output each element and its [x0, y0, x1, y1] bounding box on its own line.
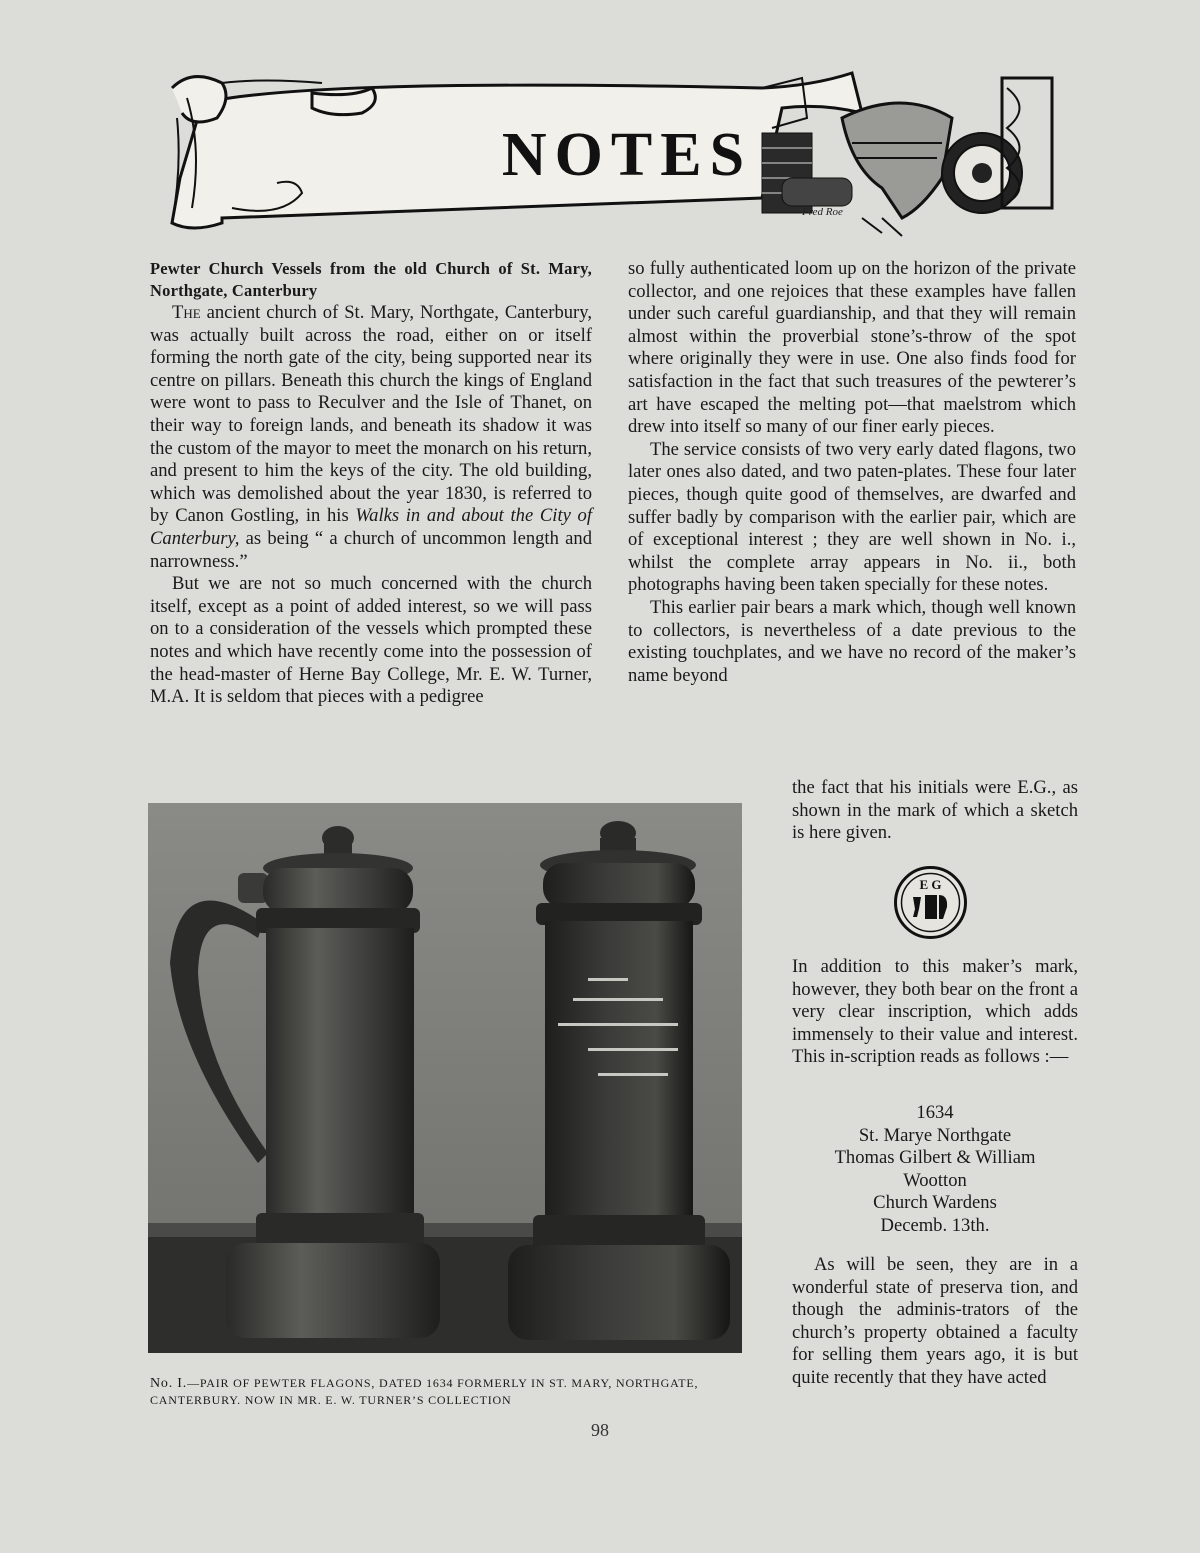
book-title: Walks in and about the City of Canterbury,: [150, 505, 592, 549]
notes-banner: [162, 58, 1062, 243]
caption-text: —PAIR OF PEWTER FLAGONS, DATED 1634 FORMERLY IN ST. MARY, NORTHGATE, CANTERBURY. NOW IN MR. E. W. TURNER’S COLLECTION: [150, 1376, 699, 1407]
caption-lead: No. I.: [150, 1376, 188, 1391]
left-paragraph-1: [150, 302, 592, 573]
drop-word: The: [172, 302, 201, 323]
inscription-line: Thomas Gilbert & William: [834, 1147, 1036, 1169]
page-title: NOTES: [501, 121, 753, 189]
inscription-line: 1634: [916, 1102, 954, 1123]
article-heading: Pewter Church Vessels from the old Church of St. Mary, Northgate, Canterbury: [150, 259, 592, 300]
page-number: 98: [591, 1420, 609, 1440]
inscription-block: [792, 1102, 1078, 1238]
inscription-line: Decemb. 13th.: [880, 1214, 990, 1236]
left-column: [150, 258, 592, 709]
right-paragraph-6: As will be seen, they are in a wonderful state of preserva tion, and though the adminis-trators of the church’s property obtained a faculty for selling them years ago, it is but quite recently that they have acted: [792, 1254, 1078, 1388]
maker-mark-letters: E G: [919, 877, 942, 892]
right-paragraph-3: This earlier pair bears a mark which, though well known to collectors, is nevertheless of a date previous to the existing touchplates, and we have no record of the maker’s name beyond: [628, 596, 1076, 686]
left-paragraph-2: But we are not so much concerned with the church itself, except as a point of added interest, so we will pass on to a consideration of the vessels which prompted these notes and which have recently come into the possession of the head-master of Herne Bay College, Mr. E. W. Turner, M.A. It is seldom that pieces with a pedigree: [150, 573, 592, 708]
right-column-top: [628, 258, 1076, 687]
flagons-photograph: [148, 803, 742, 1353]
photo-caption: [150, 1375, 740, 1409]
right-paragraph-4: the fact that his initials were E.G., as shown in the mark of which a sketch is here given.: [792, 777, 1078, 844]
right-paragraph-2: The service consists of two very early dated flagons, two later ones also dated, and two paten-plates. These four later pieces, though quite good of themselves, are dwarfed and suffer badly by comparison with the earlier pair, which are of exceptional interest ; they are well shown in No. i., whilst the complete array appears in No. ii., both photographs having been taken specially for these notes.: [628, 438, 1076, 596]
inscription-line: Wootton: [903, 1169, 967, 1191]
right-paragraph-1: so fully authenticated loom up on the horizon of the private collector, and one rejoices that these examples have fallen under such careful guardianship, and that they will remain almost within the proverbial stone’s-throw of the spot where originally they were in use. One also finds food for satisfaction in the fact that such treasures of the pewterer’s art have escaped the melting pot—that maelstrom which drew into itself so many of our finer early pieces.: [628, 258, 1076, 438]
right-column-end: [792, 1254, 1078, 1390]
left-paragraph-1-text-a: ancient church of St. Mary, Northgate, Canterbury, was actually built across the road, either on or itself forming the north gate of the city, being supported near its centre on pillars. Beneath this church the kings of England were wont to pass to Reculver and the Isle of Thanet, on their way to foreign lands, and beneath its shadow it was the custom of the mayor to meet the monarch on his return, and present to him the keys of the city. The old building, which was demolished about the year 1830, is referred to by Canon Gostling, in his: [150, 302, 592, 527]
right-column-low: [792, 956, 1078, 1069]
inscription-line: Church Wardens: [873, 1192, 997, 1214]
right-paragraph-5: In addition to this maker’s mark, however, they both bear on the front a very clear inscription, which adds immensely to their value and interest. This in-scription reads as follows :—: [792, 956, 1078, 1068]
maker-mark-sketch: [893, 865, 968, 940]
left-paragraph-1-text-b: as being “ a church of uncommon length and narrowness.”: [150, 527, 592, 572]
artist-signature: Fred Roe: [802, 206, 843, 218]
right-column-mid: [792, 777, 1078, 845]
inscription-line: St. Marye Northgate: [858, 1124, 1012, 1146]
